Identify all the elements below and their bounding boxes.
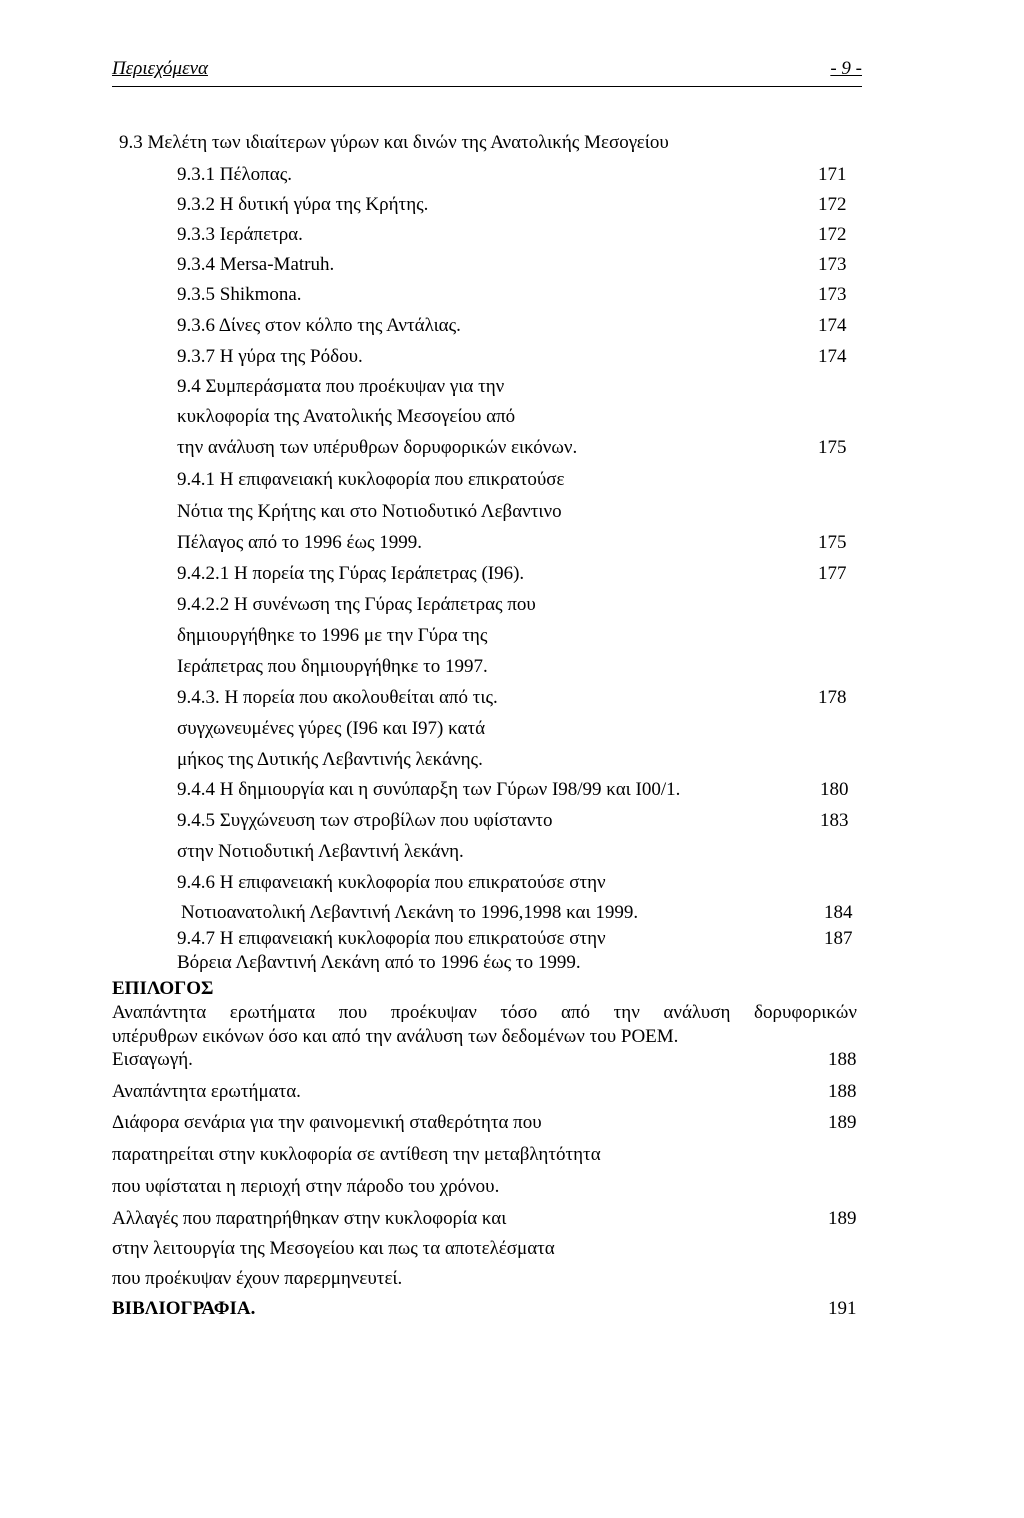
toc-entry-9-4-2-1: 9.4.2.1 Η πορεία της Γύρας Ιεράπετρας (Ι96). (177, 563, 525, 584)
toc-entry-9-3-6: 9.3.6 Δίνες στον κόλπο της Αντάλιας. (177, 315, 461, 336)
toc-entry-9-4-6-line2: Νοτιοανατολική Λεβαντινή Λεκάνη το 1996,1998 και 1999. (181, 902, 639, 923)
toc-page-introduction: 188 (828, 1049, 857, 1070)
toc-heading-epilogue: ΕΠΙΛΟΓΟΣ (112, 978, 214, 999)
toc-entry-9-3-1: 9.3.1 Πέλοπας. (177, 164, 292, 185)
toc-page-9-4-7: 187 (824, 928, 853, 949)
word: που (338, 1002, 368, 1023)
word: τόσο (500, 1002, 538, 1023)
toc-entry-9-4-4: 9.4.4 Η δημιουργία και η συνύπαρξη των Γύρων Ι98/99 και Ι00/1. (177, 779, 681, 800)
toc-entry-9-4-2-2-line3: Ιεράπετρας που δημιουργήθηκε το 1997. (177, 656, 488, 677)
toc-entry-changes-line2: στην λειτουργία της Μεσογείου και πως τα αποτελέσματα (112, 1238, 555, 1259)
toc-page-9-3-5: 173 (818, 284, 847, 305)
toc-entry-9-4-7-line2: Βόρεια Λεβαντινή Λεκάνη από το 1996 έως το 1999. (177, 952, 581, 973)
toc-entry-9-3-7: 9.3.7 Η γύρα της Ρόδου. (177, 346, 363, 367)
toc-entry-changes-line1: Αλλαγές που παρατηρήθηκαν στην κυκλοφορία και (112, 1208, 507, 1229)
toc-entry-9-4-line1: 9.4 Συμπεράσματα που προέκυψαν για την (177, 376, 505, 397)
toc-page-9-3-1: 171 (818, 164, 847, 185)
toc-page-9-4-6: 184 (824, 902, 853, 923)
toc-entry-9-3-2: 9.3.2 Η δυτική γύρα της Κρήτης. (177, 194, 429, 215)
toc-entry-9-4-1-line3: Πέλαγος από το 1996 έως 1999. (177, 532, 422, 553)
word: ανάλυση (663, 1002, 731, 1023)
toc-page-9-4-2-1: 177 (818, 563, 847, 584)
toc-page-9-4: 175 (818, 437, 847, 458)
toc-entry-9-4-line2: κυκλοφορία της Ανατολικής Μεσογείου από (177, 406, 516, 427)
toc-entry-9-4-5-line1: 9.4.5 Συγχώνευση των στροβίλων που υφίσταντο (177, 810, 553, 831)
toc-page-9-4-1: 175 (818, 532, 847, 553)
toc-entry-9-4-1-line1: 9.4.1 Η επιφανειακή κυκλοφορία που επικρατούσε (177, 469, 565, 490)
toc-entry-scenarios-line3: που υφίσταται η περιοχή στην πάροδο του χρόνου. (112, 1176, 500, 1197)
toc-entry-introduction: Εισαγωγή. (112, 1049, 193, 1070)
toc-entry-unanswered: Αναπάντητα ερωτήματα. (112, 1081, 301, 1102)
toc-page-9-3-4: 173 (818, 254, 847, 275)
toc-page-changes: 189 (828, 1208, 857, 1229)
page-header (112, 58, 862, 87)
word: ερωτήματα (229, 1002, 316, 1023)
word: δορυφορικών (754, 1002, 857, 1023)
toc-entry-9-4-2-2-line1: 9.4.2.2 Η συνένωση της Γύρας Ιεράπετρας που (177, 594, 536, 615)
toc-entry-scenarios-line2: παρατηρείται στην κυκλοφορία σε αντίθεση την μεταβλητότητα (112, 1144, 601, 1165)
toc-page-scenarios: 189 (828, 1112, 857, 1133)
toc-entry-9-4-line3: την ανάλυση των υπέρυθρων δορυφορικών εικόνων. (177, 437, 578, 458)
toc-epilogue-paragraph-line2: υπέρυθρων εικόνων όσο και από την ανάλυση των δεδομένων του POEM. (112, 1026, 679, 1047)
toc-entry-9-4-6-line1: 9.4.6 Η επιφανειακή κυκλοφορία που επικρατούσε στην (177, 872, 606, 893)
toc-entry-9-4-1-line2: Νότια της Κρήτης και στο Νοτιοδυτικό Λεβαντινο (177, 501, 562, 522)
toc-page-9-3-7: 174 (818, 346, 847, 367)
word: προέκυψαν (390, 1002, 477, 1023)
header-title: Περιεχόμενα (112, 58, 208, 79)
toc-page-9-3-3: 172 (818, 224, 847, 245)
toc-page-9-3-2: 172 (818, 194, 847, 215)
header-page-number: - 9 - (830, 58, 862, 79)
toc-page-9-3-6: 174 (818, 315, 847, 336)
toc-entry-9-4-3-line2: συγχωνευμένες γύρες (Ι96 και Ι97) κατά (177, 718, 486, 739)
toc-page-unanswered: 188 (828, 1081, 857, 1102)
word: την (613, 1002, 640, 1023)
toc-page-bibliography: 191 (828, 1298, 857, 1319)
toc-entry-9-4-7-line1: 9.4.7 Η επιφανειακή κυκλοφορία που επικρατούσε στην (177, 928, 606, 949)
toc-entry-9-3-3: 9.3.3 Ιεράπετρα. (177, 224, 303, 245)
toc-entry-9-4-3-line1: 9.4.3. Η πορεία που ακολουθείται από τις. (177, 687, 498, 708)
toc-epilogue-paragraph-line1 (112, 1002, 857, 1024)
toc-entry-9-4-3-line3: μήκος της Δυτικής Λεβαντινής λεκάνης. (177, 749, 483, 770)
toc-entry-9-4-2-2-line2: δημιουργήθηκε το 1996 με την Γύρα της (177, 625, 488, 646)
toc-page-9-4-3: 178 (818, 687, 847, 708)
toc-page-9-4-5: 183 (820, 810, 849, 831)
toc-heading-bibliography: ΒΙΒΛΙΟΓΡΑΦΙΑ. (112, 1298, 256, 1319)
word: Αναπάντητα (112, 1002, 207, 1023)
toc-entry-9-3: 9.3 Μελέτη των ιδιαίτερων γύρων και δινών της Ανατολικής Μεσογείου (119, 132, 669, 153)
toc-entry-9-4-5-line2: στην Νοτιοδυτική Λεβαντινή λεκάνη. (177, 841, 464, 862)
toc-entry-9-3-5: 9.3.5 Shikmona. (177, 284, 302, 305)
toc-entry-changes-line3: που προέκυψαν έχουν παρερμηνευτεί. (112, 1268, 403, 1289)
toc-page-9-4-4: 180 (820, 779, 849, 800)
toc-entry-scenarios-line1: Διάφορα σενάρια για την φαινομενική σταθερότητα που (112, 1112, 542, 1133)
word: από (560, 1002, 590, 1023)
toc-entry-9-3-4: 9.3.4 Mersa-Matruh. (177, 254, 335, 275)
